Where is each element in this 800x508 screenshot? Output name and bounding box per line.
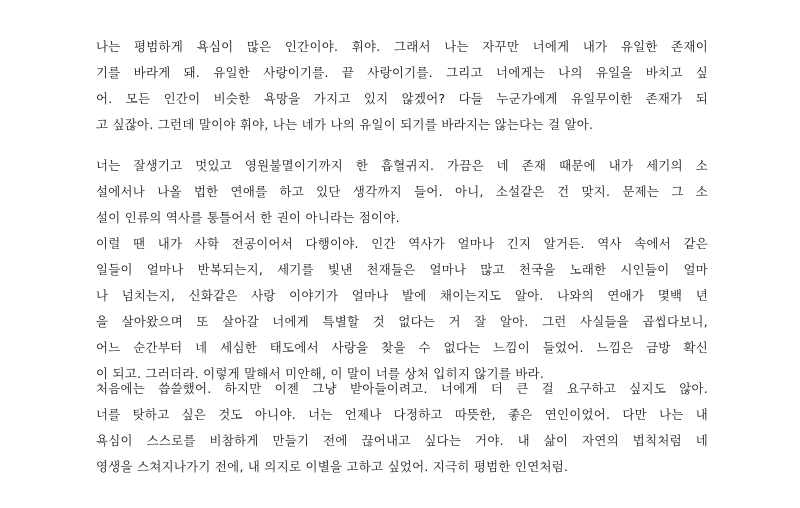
text-line: 일들이 얼마나 반복되는지, 세기를 빛낸 천재들은 얼마나 많고 천국을 노래한 시인들이 얼마	[96, 262, 708, 277]
paragraph-3	[96, 376, 708, 480]
text-line: 나는 평범하게 욕심이 많은 인간이야. 휘야. 그래서 나는 자꾸만 너에게 내가 유일한 존재이	[96, 39, 708, 54]
text-line: 이럴 땐 내가 사학 전공이어서 다행이야. 인간 역사가 얼마나 긴지 알거든. 역사 속에서 같은	[96, 236, 708, 251]
text-line: 을 살아왔으며 또 살아갈 너에게 특별할 것 없다는 거 잘 알아. 그런 사실들을 곱씹다보니,	[96, 314, 708, 329]
text-line: 나 넘치는지, 신화같은 사랑 이야기가 얼마나 발에 채이는지도 알아. 나와의 연애가 몇백 년	[96, 288, 708, 303]
text-line: 너를 탓하고 싶은 것도 아니야. 너는 언제나 다정하고 따뜻한, 좋은 연인이었어. 다만 나는 내	[96, 407, 708, 422]
text-line: 욕심이 스스로를 비참하게 만들기 전에 끊어내고 싶다는 거야. 내 삶이 자연의 법칙처럼 네	[96, 433, 708, 448]
text-line: 설에서나 나올 법한 연애를 하고 있단 생각까지 들어. 아니, 소설같은 건 맞지. 문제는 그 소	[96, 184, 708, 199]
text-line: 너는 잘생기고 멋있고 영원불멸이기까지 한 흡혈귀지. 가끔은 네 존재 때문에 내가 세기의 소	[96, 158, 708, 173]
text-line: 설이 인류의 역사를 통틀어서 한 권이 아니라는 점이야.	[96, 210, 400, 225]
text-line: 기를 바라게 돼. 유일한 사랑이기를. 끝 사랑이기를. 그리고 너에게는 나의 유일을 바치고 싶	[96, 65, 708, 80]
paragraph-2	[96, 153, 708, 387]
text-line: 이 되고. 그러더라. 이렇게 말해서 미안해, 이 말이 너를 상처 입히지 않기를 바라.	[96, 366, 545, 381]
text-line: 영생을 스쳐지나가기 전에, 내 의지로 이별을 고하고 싶었어. 지극히 평범한 인연처럼.	[96, 459, 569, 474]
text-line: 처음에는 씁쓸했어. 하지만 이젠 그냥 받아들이려고. 너에게 더 큰 걸 요구하고 싶지도 않아.	[96, 381, 708, 396]
paragraph-1	[96, 34, 708, 138]
text-line: 어. 모든 인간이 비슷한 욕망을 가지고 있지 않겠어? 다들 누군가에게 유일무이한 존재가 되	[96, 91, 708, 106]
text-line: 어느 순간부터 네 세심한 태도에서 사랑을 찾을 수 없다는 느낌이 들었어. 느낌은 금방 확신	[96, 340, 708, 355]
text-line: 고 싶잖아. 그런데 말이야 휘야, 나는 네가 나의 유일이 되기를 바라지는 않는다는 걸 알아.	[96, 117, 594, 132]
